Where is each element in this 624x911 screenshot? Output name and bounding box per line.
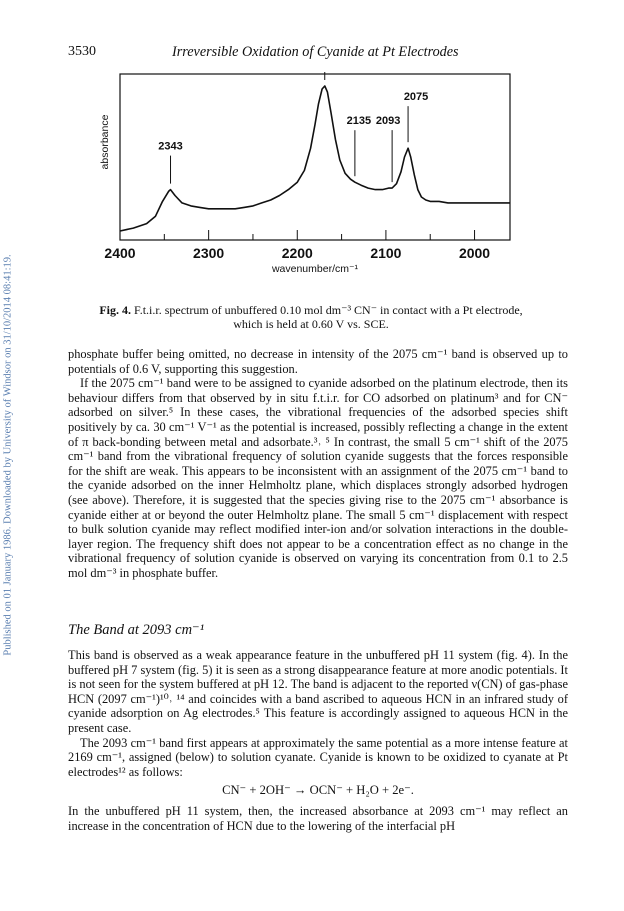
body-text-block-2 xyxy=(68,648,568,833)
ftir-spectrum-figure xyxy=(80,72,520,303)
figure-caption xyxy=(90,303,532,331)
paragraph: phosphate buffer being omitted, no decrease in intensity of the 2075 cm⁻¹ band is observed up to potentials of 0.6 V, supporting this suggestion. xyxy=(68,347,568,376)
plot-frame xyxy=(120,74,510,240)
section-heading: The Band at 2093 cm⁻¹ xyxy=(68,622,205,638)
caption-text: F.t.i.r. spectrum of unbuffered 0.10 mol dm⁻³ CN⁻ in contact with a Pt electrode, which is held at 0.60 V vs. SCE. xyxy=(133,303,523,331)
caption-label: Fig. 4. xyxy=(99,303,131,317)
running-title: Irreversible Oxidation of Cyanide at Pt Electrodes xyxy=(172,44,459,60)
y-axis-label: absorbance xyxy=(99,114,111,170)
peak-label: 2075 xyxy=(403,91,429,104)
paragraph: The 2093 cm⁻¹ band first appears at approximately the same potential as a more intense feature at 2169 cm⁻¹, assigned (below) to solution cyanate. Cyanide is known to be oxidized to cyanate at Pt electrodes¹² as follows: xyxy=(68,735,568,779)
page-number: 3530 xyxy=(68,44,96,59)
peak-label: 2343 xyxy=(158,140,183,153)
reaction-equation: CN⁻ + 2OH⁻ → OCN⁻ + H₂O + 2e⁻. xyxy=(222,783,414,798)
peak-label: 2135 xyxy=(346,115,372,128)
paragraph: If the 2075 cm⁻¹ band were to be assigned to cyanide adsorbed on the platinum electrode, then its behaviour differs from that observed by in situ f.t.i.r. for CO adsorbed on platinum³ and for CN⁻ adsorbed on silver.⁵ In these cases, the vibrational frequencies of the adsorbed species shift positively by ca. 30 cm⁻¹ V⁻¹ as the potential is increased, possibly reflecting a change in the extent of π back-bonding between metal and adsorbate.³˒ ⁵ In contrast, the small 5 cm⁻¹ shift of the 2075 cm⁻¹ band from the vibrational frequency of solution cyanide suggests that the forces responsible for the shift are weak. This appears to be inconsistent with an assignment of the 2075 cm⁻¹ band to the cyanide adsorbed on the inner Helmholtz plane, which displaces strongly adsorbed hydrogen (see above). Therefore, it is suggested that the species giving rise to the 2075 cm⁻¹ absorbance is cyanide either at or beyond the outer Helmholtz plane. The small 5 cm⁻¹ displacement with respect to bulk solution cyanide may reflect modified inter-ion and/or solvation interactions in the double-layer region. The frequency shift does not appear to be a concentration effect as no change in the vibrational frequency of solution cyanide is observed on varying its concentration from 0.1 to 2.5 mol dm⁻³ in phosphate buffer. xyxy=(68,376,568,580)
paragraph: This band is observed as a weak appearance feature in the unbuffered pH 11 system (fig. 4). In the buffered pH 7 system (fig. 5) it is seen as a strong disappearance feature at more anodic potentials. It is not seen for the system buffered at pH 12. The band is adjacent to the reported ν(CN) of gas-phase HCN (2097 cm⁻¹)¹⁰˒ ¹⁴ and coincides with a band ascribed to aqueous HCN in an infrared study of cyanide adsorption on Ag electrodes.⁵ This feature is accordingly assigned to aqueous HCN in the present case. xyxy=(68,648,568,735)
x-tick-label: 2200 xyxy=(281,245,313,261)
page-header xyxy=(68,44,568,64)
peak-label: 2093 xyxy=(375,115,401,128)
x-tick-label: 2000 xyxy=(458,245,491,261)
x-tick-label: 2100 xyxy=(370,245,402,261)
ftir-spectrum-chart xyxy=(80,72,520,298)
x-tick-label: 2300 xyxy=(193,245,225,261)
body-text-block-1 xyxy=(68,347,568,581)
paragraph: In the unbuffered pH 11 system, then, the increased absorbance at 2093 cm⁻¹ may reflect an increase in the concentration of HCN due to the lowering of the interfacial pH xyxy=(68,803,568,833)
x-tick-label: 2400 xyxy=(104,245,136,261)
x-axis-label: wavenumber/cm⁻¹ xyxy=(271,263,359,275)
spectrum-line xyxy=(120,86,510,231)
